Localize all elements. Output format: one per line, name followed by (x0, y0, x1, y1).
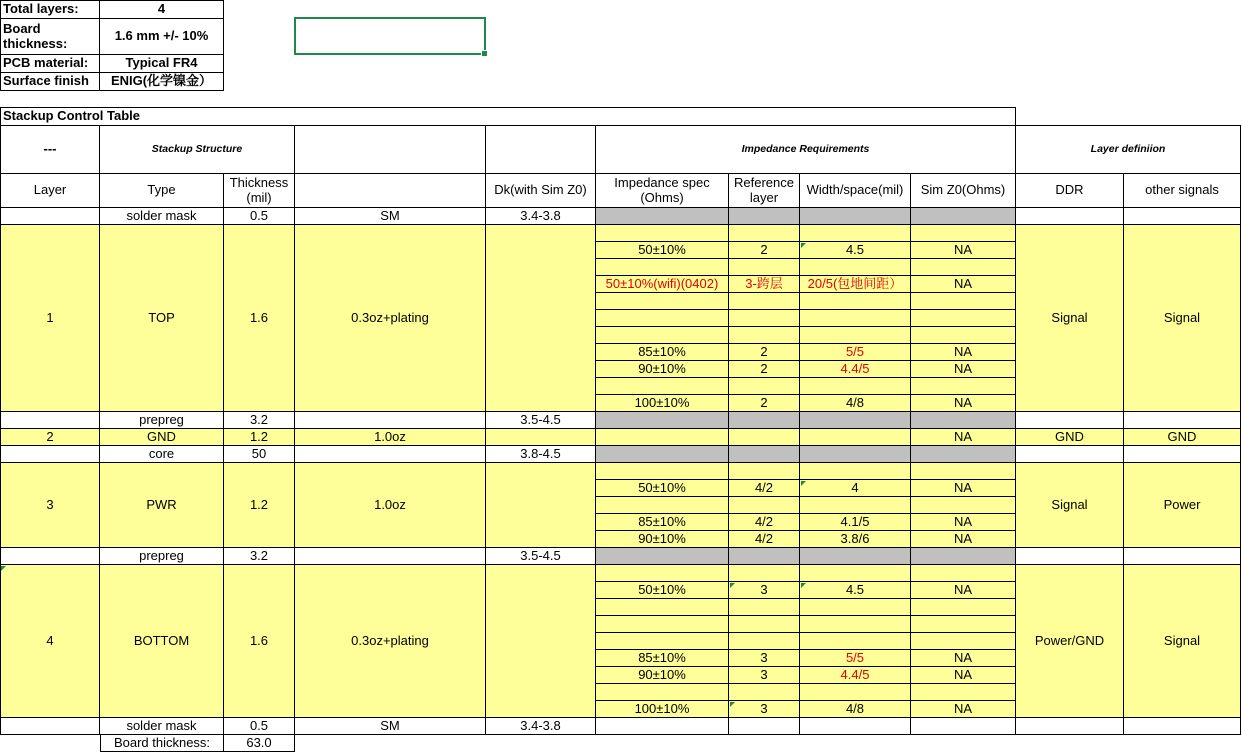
imp-cell[interactable] (911, 259, 1016, 276)
cell-layer[interactable] (0, 412, 100, 429)
cell-layer[interactable] (0, 548, 100, 565)
cell-gray[interactable] (596, 446, 729, 463)
cell-ddr[interactable] (1016, 446, 1124, 463)
cell-gray[interactable] (596, 412, 729, 429)
imp-width-space[interactable]: 5/5 (800, 344, 911, 361)
cell-copper[interactable] (295, 446, 486, 463)
header-dash[interactable]: --- (0, 125, 100, 174)
cell-dk[interactable] (486, 463, 596, 548)
imp-cell[interactable] (596, 718, 729, 735)
imp-cell[interactable] (911, 225, 1016, 242)
cell-ddr[interactable] (1016, 718, 1124, 735)
imp-spec[interactable]: 100±10% (596, 395, 729, 412)
table-title[interactable]: Stackup Control Table (0, 107, 1016, 125)
imp-cell[interactable] (729, 429, 800, 446)
col-thickness[interactable]: Thickness (mil) (224, 174, 295, 208)
cell-type[interactable]: GND (100, 429, 224, 446)
cell-gray[interactable] (800, 208, 911, 225)
imp-spec[interactable]: 50±10% (596, 480, 729, 497)
info-value-surface-finish[interactable]: ENIG(化学镍金） (100, 73, 224, 91)
cell-thickness[interactable]: 1.2 (224, 429, 295, 446)
imp-cell[interactable] (800, 429, 911, 446)
cell-gray[interactable] (911, 548, 1016, 565)
info-value-board-thickness[interactable]: 1.6 mm +/- 10% (100, 19, 224, 55)
imp-cell[interactable] (596, 599, 729, 616)
cell-dk[interactable] (486, 225, 596, 412)
imp-cell[interactable] (911, 310, 1016, 327)
imp-width-space[interactable]: 4 (800, 480, 911, 497)
imp-width-space[interactable]: 4.4/5 (800, 361, 911, 378)
imp-sim-z0[interactable]: NA (911, 344, 1016, 361)
cell-type[interactable]: BOTTOM (100, 565, 224, 718)
info-label-total-layers[interactable]: Total layers: (0, 0, 100, 19)
col-impedance-spec[interactable]: Impedance spec (Ohms) (596, 174, 729, 208)
cell-other[interactable]: Power (1124, 463, 1241, 548)
imp-cell[interactable] (911, 497, 1016, 514)
imp-sim-z0[interactable]: NA (911, 429, 1016, 446)
header-blank-dk[interactable] (486, 125, 596, 174)
cell-dk[interactable]: 3.8-4.5 (486, 446, 596, 463)
imp-width-space[interactable]: 5/5 (800, 650, 911, 667)
imp-cell[interactable] (911, 718, 1016, 735)
cell-thickness[interactable]: 0.5 (224, 208, 295, 225)
imp-cell[interactable] (729, 684, 800, 701)
imp-spec[interactable]: 90±10% (596, 667, 729, 684)
imp-sim-z0[interactable]: NA (911, 531, 1016, 548)
cell-gray[interactable] (800, 548, 911, 565)
col-layer[interactable]: Layer (0, 174, 100, 208)
cell-ddr[interactable] (1016, 412, 1124, 429)
imp-cell[interactable] (729, 293, 800, 310)
cell-copper[interactable] (295, 412, 486, 429)
imp-spec[interactable]: 50±10% (596, 242, 729, 259)
cell-ddr[interactable]: GND (1016, 429, 1124, 446)
cell-other[interactable]: GND (1124, 429, 1241, 446)
active-cell-selection[interactable] (294, 17, 486, 55)
imp-width-space[interactable]: 4.4/5 (800, 667, 911, 684)
cell-thickness[interactable]: 1.2 (224, 463, 295, 548)
imp-spec[interactable]: 85±10% (596, 650, 729, 667)
comment-marker (1, 566, 6, 571)
cell-layer[interactable]: 3 (0, 463, 100, 548)
imp-spec[interactable]: 85±10% (596, 344, 729, 361)
imp-sim-z0[interactable]: NA (911, 361, 1016, 378)
cell-type[interactable]: solder mask (100, 718, 224, 735)
imp-cell[interactable] (911, 599, 1016, 616)
header-blank-copper[interactable] (295, 125, 486, 174)
total-thickness-label[interactable]: Board thickness: (100, 735, 224, 752)
imp-cell[interactable] (800, 599, 911, 616)
cell-gray[interactable] (596, 548, 729, 565)
cell-dk[interactable]: 3.5-4.5 (486, 548, 596, 565)
cell-type[interactable]: prepreg (100, 412, 224, 429)
cell-type[interactable]: TOP (100, 225, 224, 412)
cell-copper[interactable]: 1.0oz (295, 463, 486, 548)
cell-gray[interactable] (800, 412, 911, 429)
imp-cell[interactable] (800, 684, 911, 701)
comment-marker (801, 583, 806, 588)
imp-cell[interactable] (729, 259, 800, 276)
cell-thickness[interactable]: 1.6 (224, 225, 295, 412)
imp-width-space[interactable]: 4.1/5 (800, 514, 911, 531)
total-thickness-value[interactable]: 63.0 (224, 735, 295, 752)
imp-cell[interactable] (911, 616, 1016, 633)
cell-layer[interactable] (0, 446, 100, 463)
cell-gray[interactable] (729, 412, 800, 429)
cell-type[interactable]: core (100, 446, 224, 463)
cell-type[interactable]: prepreg (100, 548, 224, 565)
imp-cell[interactable] (911, 633, 1016, 650)
cell-copper[interactable]: 1.0oz (295, 429, 486, 446)
cell-other[interactable]: Signal (1124, 565, 1241, 718)
imp-cell[interactable] (596, 259, 729, 276)
imp-sim-z0[interactable]: NA (911, 514, 1016, 531)
imp-spec[interactable]: 100±10% (596, 701, 729, 718)
cell-layer[interactable] (0, 718, 100, 735)
imp-ref[interactable]: 3 (729, 582, 800, 599)
cell-gray[interactable] (596, 208, 729, 225)
cell-dk[interactable]: 3.5-4.5 (486, 412, 596, 429)
imp-ref[interactable]: 2 (729, 361, 800, 378)
imp-cell[interactable] (911, 565, 1016, 582)
imp-cell[interactable] (800, 633, 911, 650)
imp-ref[interactable]: 3 (729, 650, 800, 667)
cell-other[interactable] (1124, 412, 1241, 429)
comment-marker (801, 243, 806, 248)
imp-cell[interactable] (800, 565, 911, 582)
imp-cell[interactable] (911, 327, 1016, 344)
imp-cell[interactable] (596, 684, 729, 701)
cell-dk[interactable] (486, 565, 596, 718)
imp-cell[interactable] (729, 463, 800, 480)
imp-cell[interactable] (596, 616, 729, 633)
imp-cell[interactable] (800, 225, 911, 242)
cell-ddr[interactable]: Signal (1016, 463, 1124, 548)
imp-ref[interactable]: 3 (729, 667, 800, 684)
imp-sim-z0[interactable]: NA (911, 701, 1016, 718)
cell-copper[interactable]: 0.3oz+plating (295, 225, 486, 412)
cell-layer[interactable]: 2 (0, 429, 100, 446)
col-type[interactable]: Type (100, 174, 224, 208)
imp-cell[interactable] (596, 497, 729, 514)
col-reference-layer[interactable]: Reference layer (729, 174, 800, 208)
imp-cell[interactable] (911, 293, 1016, 310)
info-label-pcb-material[interactable]: PCB material: (0, 55, 100, 73)
imp-spec[interactable]: 90±10% (596, 361, 729, 378)
cell-ddr[interactable]: Power/GND (1016, 565, 1124, 718)
cell-other[interactable] (1124, 548, 1241, 565)
imp-spec[interactable]: 90±10% (596, 531, 729, 548)
header-impedance-requirements[interactable]: Impedance Requirements (596, 125, 1016, 174)
imp-ref[interactable]: 3 (729, 701, 800, 718)
cell-dk[interactable] (486, 429, 596, 446)
cell-ddr[interactable] (1016, 208, 1124, 225)
imp-cell[interactable] (596, 310, 729, 327)
cell-thickness[interactable]: 0.5 (224, 718, 295, 735)
imp-cell[interactable] (729, 633, 800, 650)
cell-copper[interactable] (295, 548, 486, 565)
cell-thickness[interactable]: 1.6 (224, 565, 295, 718)
cell-gray[interactable] (911, 446, 1016, 463)
imp-cell[interactable] (800, 378, 911, 395)
col-dk[interactable]: Dk(with Sim Z0) (486, 174, 596, 208)
imp-sim-z0[interactable]: NA (911, 480, 1016, 497)
imp-ref[interactable]: 2 (729, 242, 800, 259)
cell-gray[interactable] (729, 548, 800, 565)
cell-ddr[interactable] (1016, 548, 1124, 565)
imp-ref[interactable]: 4/2 (729, 531, 800, 548)
comment-marker (730, 583, 735, 588)
imp-ref[interactable]: 4/2 (729, 514, 800, 531)
imp-ref[interactable]: 2 (729, 395, 800, 412)
cell-gray[interactable] (800, 446, 911, 463)
cell-type[interactable]: PWR (100, 463, 224, 548)
cell-ddr[interactable]: Signal (1016, 225, 1124, 412)
imp-ref[interactable]: 2 (729, 344, 800, 361)
imp-cell[interactable] (729, 225, 800, 242)
imp-cell[interactable] (911, 378, 1016, 395)
info-value-total-layers[interactable]: 4 (100, 0, 224, 19)
imp-width-space[interactable]: 4.5 (800, 242, 911, 259)
imp-sim-z0[interactable]: NA (911, 242, 1016, 259)
imp-cell[interactable] (800, 293, 911, 310)
imp-width-space[interactable]: 4.5 (800, 582, 911, 599)
header-layer-definition[interactable]: Layer definiion (1016, 125, 1241, 174)
imp-cell[interactable] (911, 684, 1016, 701)
cell-gray[interactable] (729, 446, 800, 463)
imp-sim-z0[interactable]: NA (911, 582, 1016, 599)
imp-ref[interactable]: 4/2 (729, 480, 800, 497)
comment-marker (730, 702, 735, 707)
imp-cell[interactable] (729, 616, 800, 633)
col-width-space[interactable]: Width/space(mil) (800, 174, 911, 208)
imp-cell[interactable] (800, 310, 911, 327)
cell-other[interactable] (1124, 718, 1241, 735)
imp-cell[interactable] (800, 259, 911, 276)
imp-cell[interactable] (729, 565, 800, 582)
cell-other[interactable] (1124, 208, 1241, 225)
cell-copper[interactable]: SM (295, 208, 486, 225)
imp-cell[interactable] (800, 463, 911, 480)
imp-cell[interactable] (596, 633, 729, 650)
col-copper[interactable] (295, 174, 486, 208)
col-other-signals[interactable]: other signals (1124, 174, 1241, 208)
imp-cell[interactable] (729, 718, 800, 735)
cell-gray[interactable] (729, 208, 800, 225)
imp-sim-z0[interactable]: NA (911, 667, 1016, 684)
imp-cell[interactable] (800, 497, 911, 514)
header-stackup-structure[interactable]: Stackup Structure (100, 125, 295, 174)
cell-type[interactable]: solder mask (100, 208, 224, 225)
imp-cell[interactable] (729, 497, 800, 514)
imp-cell[interactable] (596, 327, 729, 344)
imp-cell[interactable] (596, 565, 729, 582)
cell-copper[interactable]: SM (295, 718, 486, 735)
imp-cell[interactable] (596, 225, 729, 242)
cell-copper[interactable]: 0.3oz+plating (295, 565, 486, 718)
cell-layer[interactable] (0, 208, 100, 225)
imp-cell[interactable] (596, 463, 729, 480)
col-sim-z0[interactable]: Sim Z0(Ohms) (911, 174, 1016, 208)
imp-spec[interactable]: 50±10%(wifi)(0402) (596, 276, 729, 293)
imp-cell[interactable] (729, 310, 800, 327)
imp-sim-z0[interactable]: NA (911, 650, 1016, 667)
imp-width-space[interactable]: 4/8 (800, 395, 911, 412)
imp-width-space[interactable]: 4/8 (800, 701, 911, 718)
cell-gray[interactable] (911, 208, 1016, 225)
imp-cell[interactable] (596, 378, 729, 395)
cell-thickness[interactable]: 3.2 (224, 412, 295, 429)
imp-cell[interactable] (729, 378, 800, 395)
info-value-pcb-material[interactable]: Typical FR4 (100, 55, 224, 73)
imp-cell[interactable] (596, 429, 729, 446)
cell-thickness[interactable]: 50 (224, 446, 295, 463)
imp-spec[interactable]: 50±10% (596, 582, 729, 599)
info-label-surface-finish[interactable]: Surface finish (0, 73, 100, 91)
imp-cell[interactable] (911, 463, 1016, 480)
cell-layer[interactable]: 1 (0, 225, 100, 412)
imp-ref[interactable]: 3-跨层 (729, 276, 800, 293)
cell-other[interactable]: Signal (1124, 225, 1241, 412)
col-ddr[interactable]: DDR (1016, 174, 1124, 208)
cell-other[interactable] (1124, 446, 1241, 463)
imp-spec[interactable]: 85±10% (596, 514, 729, 531)
cell-dk[interactable]: 3.4-3.8 (486, 208, 596, 225)
imp-width-space[interactable]: 3.8/6 (800, 531, 911, 548)
imp-sim-z0[interactable]: NA (911, 276, 1016, 293)
imp-cell[interactable] (729, 327, 800, 344)
imp-width-space[interactable]: 20/5(包地间距） (800, 276, 911, 293)
imp-cell[interactable] (800, 718, 911, 735)
imp-sim-z0[interactable]: NA (911, 395, 1016, 412)
cell-gray[interactable] (911, 412, 1016, 429)
imp-cell[interactable] (729, 599, 800, 616)
fill-handle[interactable] (481, 50, 488, 57)
info-label-board-thickness[interactable]: Board thickness: (0, 19, 100, 55)
imp-cell[interactable] (800, 616, 911, 633)
comment-marker (801, 481, 806, 486)
imp-cell[interactable] (596, 293, 729, 310)
cell-layer[interactable]: 4 (0, 565, 100, 718)
cell-dk[interactable]: 3.4-3.8 (486, 718, 596, 735)
cell-thickness[interactable]: 3.2 (224, 548, 295, 565)
imp-cell[interactable] (800, 327, 911, 344)
